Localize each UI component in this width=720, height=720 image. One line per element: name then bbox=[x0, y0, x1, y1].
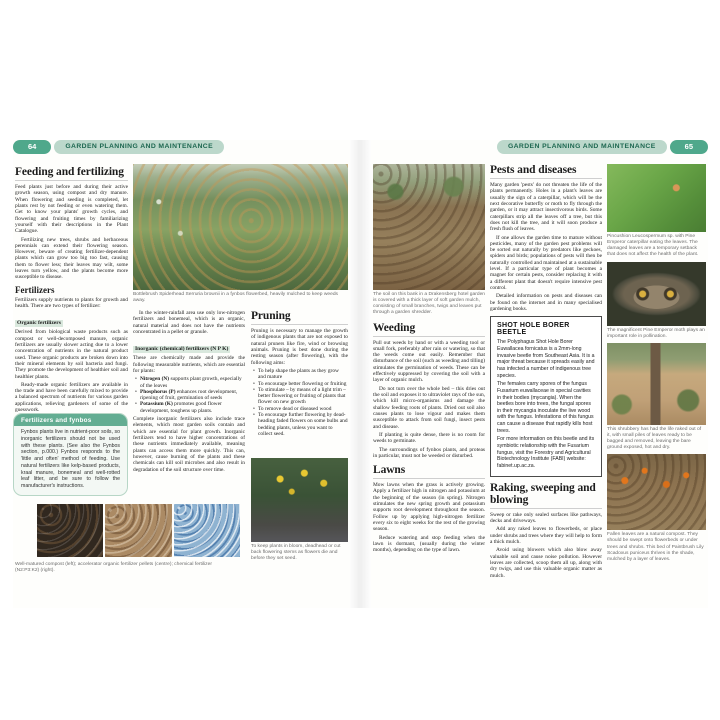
page-right bbox=[371, 140, 708, 608]
section-title-pests: Pests and diseases bbox=[490, 164, 602, 179]
npk-bullet-rest: supports plant growth, especially of the leaves bbox=[140, 376, 242, 389]
left-col-inorganic bbox=[133, 310, 245, 502]
organic-fertilizers-heading: Organic fertilizers bbox=[17, 320, 61, 327]
npk-bullet-lead: Potassium (K) bbox=[140, 401, 173, 408]
borer-box-para: The females carry spores of the fungus Fusarium euwallaceae in special cavities in their bodies (mycangia). When the beetles bore into trees, the fungal spores in their mycangia inoculate the live wood with the fungus. Infestations of this fungus can cause a disease that rapidly kills host trees. bbox=[497, 381, 594, 434]
npk-bullet bbox=[135, 401, 245, 414]
inorganic-intro: These are chemically made and provide the following measurable nutrients, which are essential for plants: bbox=[133, 355, 245, 374]
mulch-photo-caption: The soil on this bank in a Drakensberg hotel garden is covered with a thick layer of soft garden mulch, consisting of small branches, twigs and leaves put through a garden shredder. bbox=[373, 292, 485, 316]
borer-box-title: SHOT HOLE BORER BEETLE bbox=[497, 322, 570, 337]
npk-bullet-list bbox=[133, 376, 245, 414]
caterpillar-photo-caption: Pincushion Leucospermum sp. with Pine Emperor caterpillar eating the leaves. The damaged leaves are a temporary setback that does not affect the health of the plant. bbox=[607, 234, 699, 258]
pruning-bullet: • To stimulate – by means of a light trim – better flowering or fruiting of plants that flower on new growth bbox=[253, 387, 348, 406]
fynbos-tip-box bbox=[13, 413, 128, 496]
right-col-weeding bbox=[373, 164, 485, 588]
npk-bullet-lead: Phosphorus (P) bbox=[140, 388, 176, 395]
fynbos-box-body: Fynbos plants live in nutrient-poor soils, so inorganic fertilizers should not be used with these plants. (See also the Fynbos section, p.000.) Fynbos responds to the 'little and often' method of feeding. Use natural fertilizers like kelp-based products, kraal manure, bonemeal and well-rotted leaf litter, and be sure to follow the manufacturer's instructions. bbox=[21, 429, 120, 489]
photo-pine-emperor-moth bbox=[607, 262, 706, 326]
photo-caterpillar-leaves bbox=[607, 164, 706, 232]
fertilizer-photos-caption: Well-matured compost (left); accelerator organic fertilizer pellets (centre); chemical fertilizer (N2:P3:K2) (right). bbox=[15, 562, 212, 574]
fynbos-box-title: Fertilizers and fynbos bbox=[14, 414, 127, 426]
pruning-bullet: • To remove dead or diseased wood bbox=[253, 406, 348, 412]
main-photo-block bbox=[133, 164, 348, 306]
section-title-raking: Raking, sweeping and blowing bbox=[490, 482, 602, 509]
photo-fallen-leaves-bed bbox=[607, 454, 706, 530]
pests-para: Detailed information on pests and diseases can be found on the internet and in many specialised gardening books. bbox=[490, 293, 602, 312]
borer-box-para: For more information on this beetle and its symbiotic relationship with the Fusarium fungus, visit the Forestry and Agricultural Biotechnology Institute (FABI) website: fabinet.up.ac.za. bbox=[497, 436, 595, 470]
photo-chemical-fertilizer bbox=[174, 504, 240, 557]
shot-hole-borer-box bbox=[490, 316, 602, 476]
weeding-para: If planting is quite dense, there is no room for weeds to germinate. bbox=[373, 431, 485, 445]
feeding-para: Feed plants just before and during their active growth season, using compost and dry manure. When flowering and seeding is completed, let plants rest by not feeding or even watering them. Get to know your plants' growth cycles, and flowering and fruiting times by familiarizing yourself with their descriptions in the Plant Catalogue. bbox=[15, 184, 128, 235]
right-col-pests bbox=[490, 164, 602, 588]
borer-box-para: The Polyphagus Shot Hole Borer Euwallacea fornicatus is a 2mm-long invasive beetle from Southeast Asia. It is a major threat because it spreads easily and has infected a number of indigenous tree species. bbox=[497, 339, 595, 379]
left-col-pruning bbox=[251, 310, 348, 458]
feeding-para: Fertilizing new trees, shrubs and herbaceous perennials can extend their flowering season. However, beware of creating fertilizer-dependent plants which can grow too big too fast, causing them to flower less; their leaves may wilt, some leaves turn yellow, and the plants become more susceptible to disease. bbox=[15, 236, 128, 281]
fertilizers-intro: Fertilizers supply nutrients to plants for growth and health. There are two types of fertilizer: bbox=[15, 296, 128, 309]
lawns-para: Mow lawns when the grass is actively growing. Apply a fertilizer high in nitrogen and potassium at the beginning of the season (in spring). Nitrogen stimulates the new spring growth and potassium supports root development throughout the season. Follow up by applying high-nitrogen fertilizer every six to eight weeks for the rest of the growing season. bbox=[373, 482, 485, 533]
right-page-header bbox=[497, 140, 708, 154]
pruning-bullet-list bbox=[251, 368, 348, 437]
left-col-feeding bbox=[15, 166, 128, 412]
main-photo-caption: Bottlebrush Spiderhead Serruria brownii in a fynbos flowerbed, heavily mulched to keep weeds away. bbox=[133, 292, 338, 304]
pruning-bullet: • To help shape the plants as they grow and mature bbox=[253, 368, 348, 381]
winter-rainfall-para: In the winter-rainfall area use only low-nitrogen fertilizers and bonemeal, which is an organic, natural material and does not have the nutrients concentrated in a pellet or granule. bbox=[133, 310, 245, 335]
pruning-bullet: • To encourage further flowering by dead-heading faded flowers on some bulbs and bedding plants, unless you want to collect seed. bbox=[253, 412, 348, 437]
pruning-intro: Pruning is necessary to manage the growth of indigenous plants that are not exposed to natural pruners like fire, wind or browsing animals. Pruning is best done during the resting season (after flowering), with the following aims: bbox=[251, 328, 348, 366]
pests-para: Many garden 'pests' do not threaten the life of the plants permanently. Holes in a plant's leaves are usually the sign of a caterpillar, which will be the next decorative butterfly or moth to fly through the garden, or it may attract insectivorous birds. Some caterpillars strip all the leaves off a tree, but this does not kill the tree, and it will soon produce a fresh flush of leaves. bbox=[490, 182, 602, 233]
raking-para: Add any raked leaves to flowerbeds, or place under shrubs and trees where they will help to form a thick mulch. bbox=[490, 526, 602, 545]
right-running-head: GARDEN PLANNING AND MAINTENANCE bbox=[497, 140, 667, 154]
section-title-lawns: Lawns bbox=[373, 464, 485, 479]
npk-bullet-rest: promotes good flower development, toughens up plants. bbox=[140, 401, 222, 414]
fertilizer-photos-row bbox=[37, 504, 240, 557]
pruning-bullet: • To encourage better flowering or fruiting bbox=[253, 381, 348, 387]
photo-raked-shrubbery bbox=[607, 343, 706, 425]
npk-bullet bbox=[135, 376, 245, 389]
left-page-number: 64 bbox=[13, 140, 51, 154]
photo-mulched-bank bbox=[373, 164, 485, 290]
deadhead-photo-caption: To keep plants in bloom, deadhead or cut back flowering stems as flowers die and before they set seed. bbox=[251, 544, 341, 562]
lawns-para: Reduce watering and stop feeding when the lawn is dormant, (usually during the winter months), depending on the type of lawn. bbox=[373, 534, 485, 554]
page-gutter bbox=[348, 140, 372, 608]
npk-bullet-lead: Nitrogen (N) bbox=[140, 376, 170, 383]
inorganic-fertilizers-heading: Inorganic (chemical) fertilizers (N P K) bbox=[135, 346, 229, 353]
subsection-title-fertilizers: Fertilizers bbox=[15, 284, 55, 295]
photo-fertilizer-pellets bbox=[105, 504, 171, 557]
photo-compost bbox=[37, 504, 103, 557]
pests-para: If one allows the garden time to mature without pesticides, many of the garden pest problems will be sorted out naturally by predators like geckoes, spiders and birds; populations of pests will then be naturally controlled and maintained at a sustainable level. If a particular type of plant becomes a magnet for certain pests, consider replacing it with a different plant that doesn't require intensive pest control. bbox=[490, 234, 602, 291]
right-page-number: 65 bbox=[670, 140, 708, 154]
section-title-pruning: Pruning bbox=[251, 310, 348, 325]
right-col-photos bbox=[607, 164, 706, 588]
inorganic-outro: Complete inorganic fertilizers also include trace elements, which most garden soils contain and which are essential for plant growth. Inorganic fertilizers tend to have higher concentrations of these nutrients immediately available, meaning plants can access them more quickly. This can, however, cause burning of the plants and these chemicals can kill soil microbes and also result in degradation of the soil structure over time. bbox=[133, 416, 245, 473]
page-left bbox=[13, 140, 350, 608]
raking-para: Avoid using blowers which also blow away valuable soil and cause noise pollution. However leaves are collected, scoop them all up, along with dry twigs, and use this valuable organic matter as mulch. bbox=[490, 547, 602, 579]
shrubbery-photo-caption: This shrubbery has had the life raked out of it, with small piles of leaves ready to be bagged and removed, leaving the bare ground exposed, hot and dry. bbox=[607, 426, 702, 451]
leafbed-photo-caption: Fallen leaves are a natural compost. They should be swept onto flowerbeds or under trees and shrubs. This bed of Paintbrush Lily Scadoxus puniceus thrives in the shade, mulched by a layer of leaves. bbox=[607, 532, 704, 562]
photo-deadheading bbox=[251, 458, 348, 542]
weeding-para: Do not turn over the whole bed – this dries out the soil and exposes it to ultraviolet rays of the sun, which kill micro-organisms and damage the shallow feeding roots of plants. Dried out soil also causes plants to lose vigour and makes them susceptible to attack from soil fungi, insect pests and disease. bbox=[373, 385, 485, 430]
section-title-feeding: Feeding and fertilizing bbox=[15, 166, 128, 181]
section-title-weeding: Weeding bbox=[373, 322, 485, 337]
npk-bullet-rest: enhances root development, ripening of fruit, germination of seeds bbox=[140, 388, 238, 402]
deadhead-photo-block bbox=[251, 458, 348, 580]
photo-fynbos-bed bbox=[133, 164, 348, 290]
organic-para: Derived from biological waste products such as compost or well-decomposed manure, organic fertilizers are usually slower acting due to a lower concentration of nutrients in the natural product used. These organic products are broken down into their mineral elements by soil bacteria and fungi. They promote the development of healthier soil and healthier plants. bbox=[15, 329, 128, 380]
organic-para: Ready-made organic fertilizers are available in the trade and have been carefully mixed to provide a balanced spectrum of nutrients for various garden applications, relieving gardeners of some of the guesswork. bbox=[15, 381, 128, 412]
moth-photo-caption: The magnificent Pine Emperor moth plays an important role in pollination. bbox=[607, 327, 705, 339]
weeding-para: The surroundings of fynbos plants, and proteas in particular, must not be weeded or disturbed. bbox=[373, 446, 485, 459]
left-page-header bbox=[13, 140, 224, 154]
raking-para: Sweep or rake only sealed surfaces like pathways, decks and driveways. bbox=[490, 511, 602, 525]
weeding-para: Pull out weeds by hand or with a weeding tool or small fork, preferably after rain or watering, so that the weeds come out easily. Remember that disturbance of the soil (such as weeding and tilling) stimulates the germination of weeds. These can be effectively suppressed by covering the soil with a layer of organic mulch. bbox=[373, 339, 485, 384]
fertilizer-photos-caption-wrap bbox=[15, 560, 225, 580]
npk-bullet bbox=[135, 389, 245, 402]
left-running-head: GARDEN PLANNING AND MAINTENANCE bbox=[54, 140, 224, 154]
